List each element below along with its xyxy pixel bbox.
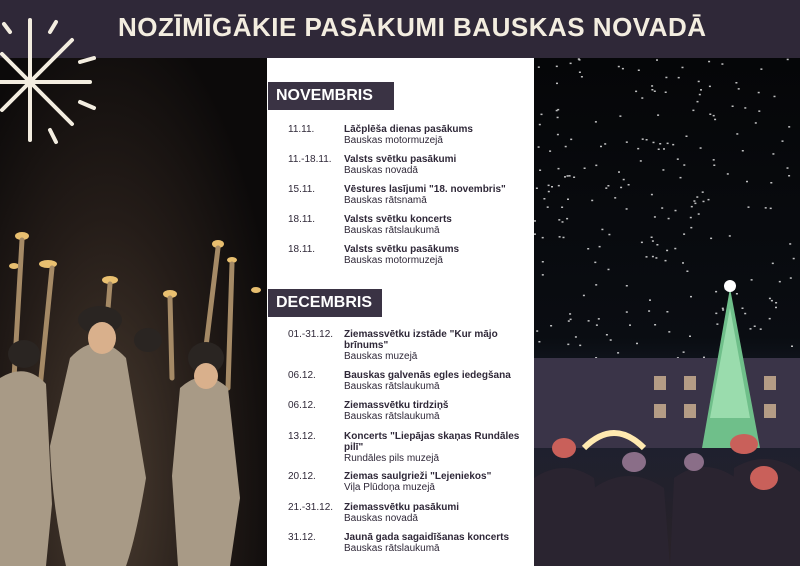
- confetti-dot: [651, 194, 653, 196]
- event-details: [344, 184, 528, 206]
- confetti-dot: [538, 341, 540, 343]
- confetti-dot: [689, 336, 691, 338]
- confetti-dot: [566, 218, 568, 220]
- confetti-dot: [536, 330, 538, 332]
- confetti-dot: [598, 318, 600, 320]
- confetti-dot: [751, 279, 753, 281]
- event-details: [344, 502, 528, 524]
- confetti-dot: [789, 243, 791, 245]
- event-date: 20.12.: [288, 471, 316, 482]
- confetti-dot: [549, 150, 551, 152]
- confetti-dot: [563, 237, 565, 239]
- confetti-dot: [686, 136, 688, 138]
- confetti-dot: [626, 285, 628, 287]
- confetti-dot: [581, 76, 583, 78]
- confetti-dot: [550, 325, 552, 327]
- confetti-dot: [640, 160, 642, 162]
- confetti-dot: [760, 68, 762, 70]
- confetti-dot: [663, 148, 665, 150]
- event-details: [344, 400, 528, 422]
- month-label-decembris: DECEMBRIS: [268, 289, 382, 317]
- event-details: [344, 124, 528, 146]
- event-date: 11.-18.11.: [288, 154, 332, 165]
- confetti-dot: [698, 213, 700, 215]
- confetti-dot: [564, 176, 566, 178]
- confetti-dot: [543, 198, 545, 200]
- confetti-dot: [742, 308, 744, 310]
- event-date: 18.11.: [288, 244, 316, 255]
- confetti-dot: [588, 320, 590, 322]
- event-details: [344, 214, 528, 236]
- confetti-dot: [618, 171, 620, 173]
- event-place: Bauskas novadā: [344, 513, 418, 524]
- confetti-dot: [758, 92, 760, 94]
- confetti-dot: [584, 168, 586, 170]
- confetti-dot: [769, 318, 771, 320]
- confetti-dot: [652, 240, 654, 242]
- confetti-dot: [702, 191, 704, 193]
- confetti-dot: [619, 115, 621, 117]
- confetti-dot: [600, 146, 602, 148]
- event-details: [344, 244, 528, 266]
- confetti-dot: [658, 149, 660, 151]
- confetti-dot: [683, 164, 685, 166]
- confetti-dot: [557, 134, 559, 136]
- confetti-dot: [654, 324, 656, 326]
- confetti-dot: [722, 309, 724, 311]
- confetti-dot: [678, 77, 680, 79]
- event-place: Bauskas rātsnamā: [344, 195, 427, 206]
- event-date: 13.12.: [288, 431, 316, 442]
- confetti-dot: [699, 94, 701, 96]
- confetti-dot: [729, 235, 731, 237]
- confetti-dot: [715, 313, 717, 315]
- confetti-dot: [697, 101, 699, 103]
- confetti-dot: [646, 256, 648, 258]
- confetti-dot: [769, 298, 771, 300]
- confetti-dot: [659, 143, 661, 145]
- event-details: [344, 532, 528, 554]
- event-date: 31.12.: [288, 532, 316, 543]
- confetti-dot: [595, 284, 597, 286]
- confetti-dot: [534, 233, 536, 235]
- confetti-dot: [738, 88, 740, 90]
- event-place: Bauskas novadā: [344, 165, 418, 176]
- confetti-dot: [608, 269, 610, 271]
- confetti-dot: [558, 219, 560, 221]
- confetti-dot: [771, 300, 773, 302]
- confetti-dot: [579, 59, 581, 61]
- confetti-dot: [675, 210, 677, 212]
- confetti-dot: [787, 59, 789, 61]
- confetti-dot: [570, 139, 572, 141]
- confetti-dot: [604, 143, 606, 145]
- confetti-dot: [595, 165, 597, 167]
- confetti-dot: [703, 201, 705, 203]
- confetti-dot: [793, 258, 795, 260]
- confetti-dot: [551, 186, 553, 188]
- event-date: 21.-31.12.: [288, 502, 334, 513]
- confetti-dot: [779, 281, 781, 283]
- event-date: 01.-31.12.: [288, 329, 334, 340]
- confetti-dot: [567, 344, 569, 346]
- confetti-dot: [772, 153, 774, 155]
- confetti-dot: [556, 110, 558, 112]
- confetti-dot: [788, 126, 790, 128]
- confetti-dot: [583, 295, 585, 297]
- confetti-dot: [648, 310, 650, 312]
- confetti-dot: [690, 296, 692, 298]
- confetti-dot: [608, 234, 610, 236]
- confetti-dot: [610, 339, 612, 341]
- confetti-dot: [653, 142, 655, 144]
- confetti-dot: [683, 233, 685, 235]
- confetti-dot: [790, 277, 792, 279]
- confetti-dot: [713, 165, 715, 167]
- confetti-dot: [727, 173, 729, 175]
- confetti-dot: [635, 91, 637, 93]
- confetti-dot: [568, 320, 570, 322]
- confetti-dot: [668, 218, 670, 220]
- confetti-dot: [774, 96, 776, 98]
- confetti-dot: [716, 323, 718, 325]
- confetti-dot: [536, 188, 538, 190]
- event-place: Viļa Plūdoņa muzejā: [344, 482, 435, 493]
- confetti-dot: [667, 143, 669, 145]
- confetti-dot: [596, 324, 598, 326]
- event-date: 06.12.: [288, 400, 316, 411]
- confetti-dot: [573, 177, 575, 179]
- confetti-dot: [541, 114, 543, 116]
- event-place: Bauskas motormuzejā: [344, 255, 443, 266]
- confetti-dot: [748, 206, 750, 208]
- event-date: 11.11.: [288, 124, 315, 135]
- confetti-dot: [714, 119, 716, 121]
- confetti-dot: [561, 207, 563, 209]
- event-details: [344, 154, 528, 176]
- confetti-dot: [620, 187, 622, 189]
- confetti-dot: [556, 66, 558, 68]
- confetti-dot: [665, 260, 667, 262]
- confetti-dot: [680, 177, 682, 179]
- confetti-dot: [715, 291, 717, 293]
- confetti-dot: [765, 207, 767, 209]
- confetti-dot: [791, 346, 793, 348]
- header-bar: [0, 0, 800, 58]
- confetti-dot: [569, 313, 571, 315]
- confetti-dot: [736, 293, 738, 295]
- confetti-dot: [626, 311, 628, 313]
- confetti-dot: [682, 262, 684, 264]
- confetti-dot: [606, 334, 608, 336]
- confetti-dot: [700, 147, 702, 149]
- confetti-dot: [557, 117, 559, 119]
- confetti-dot: [558, 185, 560, 187]
- event-details: [344, 471, 528, 493]
- confetti-dot: [686, 271, 688, 273]
- confetti-dot: [698, 81, 700, 83]
- confetti-dot: [721, 63, 723, 65]
- confetti-dot: [656, 244, 658, 246]
- confetti-dot: [760, 328, 762, 330]
- confetti-dot: [758, 110, 760, 112]
- confetti-dot: [708, 61, 710, 63]
- christmas-tree-square-photo: [534, 58, 800, 566]
- event-details: [344, 329, 528, 362]
- confetti-dot: [565, 146, 567, 148]
- confetti-dot: [782, 140, 784, 142]
- confetti-dot: [617, 352, 619, 354]
- confetti-dot: [567, 175, 569, 177]
- confetti-dot: [654, 216, 656, 218]
- confetti-dot: [665, 92, 667, 94]
- confetti-dot: [629, 324, 631, 326]
- event-title: Ziemassvētku pasākumi: [344, 502, 460, 513]
- confetti-dot: [626, 141, 628, 143]
- confetti-dot: [656, 59, 658, 61]
- confetti-dot: [770, 182, 772, 184]
- confetti-dot: [713, 159, 715, 161]
- confetti-dot: [672, 144, 674, 146]
- confetti-dot: [567, 199, 569, 201]
- confetti-dot: [736, 133, 738, 135]
- event-details: [344, 370, 528, 392]
- confetti-dot: [709, 114, 711, 116]
- confetti-dot: [693, 200, 695, 202]
- confetti-dot: [547, 206, 549, 208]
- confetti-dot: [570, 319, 572, 321]
- event-title: Lāčplēša dienas pasākums: [344, 124, 473, 135]
- confetti-dot: [742, 150, 744, 152]
- confetti-dot: [651, 85, 653, 87]
- confetti-dot: [569, 175, 571, 177]
- confetti-dot: [646, 139, 648, 141]
- confetti-dot: [674, 248, 676, 250]
- confetti-dot: [626, 208, 628, 210]
- confetti-dot: [595, 121, 597, 123]
- confetti-dot: [628, 184, 630, 186]
- confetti-dot: [652, 256, 654, 257]
- confetti-dot: [601, 229, 603, 231]
- confetti-dot: [534, 220, 536, 222]
- confetti-dot: [622, 68, 624, 70]
- confetti-dot: [594, 262, 596, 264]
- confetti-dot: [548, 191, 550, 193]
- month-label-novembris: NOVEMBRIS: [268, 82, 394, 110]
- confetti-dot: [755, 122, 757, 124]
- confetti-dot: [666, 250, 668, 252]
- confetti-dot: [599, 246, 601, 248]
- event-title: Koncerts "Liepājas skaņas Rundāles pilī": [344, 431, 520, 453]
- confetti-dot: [722, 308, 724, 310]
- confetti-dot: [666, 311, 668, 313]
- confetti-dot: [788, 175, 790, 177]
- confetti-dot: [709, 86, 711, 88]
- event-title: Jaunā gada sagaidīšanas koncerts: [344, 532, 510, 543]
- confetti-dot: [623, 179, 625, 181]
- confetti-dot: [772, 263, 774, 265]
- confetti-dot: [614, 197, 616, 199]
- confetti-dot: [775, 302, 777, 304]
- confetti-dot: [649, 299, 651, 301]
- christmas-square-illustration: [534, 58, 800, 566]
- confetti-dot: [655, 257, 657, 259]
- confetti-dot: [691, 206, 693, 208]
- confetti-dot: [641, 242, 643, 244]
- confetti-dot: [708, 199, 710, 201]
- event-details: [344, 431, 528, 464]
- event-title: Valsts svētku koncerts: [344, 214, 452, 225]
- confetti-dot: [683, 351, 685, 353]
- confetti-dot: [754, 326, 756, 328]
- confetti-dot: [637, 148, 639, 150]
- confetti-dot: [605, 187, 607, 189]
- event-place: Bauskas rātslaukumā: [344, 543, 440, 554]
- confetti-dot: [694, 203, 696, 205]
- confetti-dot: [732, 106, 734, 108]
- confetti-dot: [570, 63, 572, 65]
- confetti-dot: [703, 357, 705, 359]
- confetti-dot: [662, 169, 664, 171]
- confetti-dot: [682, 67, 684, 69]
- confetti-dot: [538, 66, 540, 68]
- page-title: NOZĪMĪGĀKIE PASĀKUMI BAUSKAS NOVADĀ: [118, 12, 707, 42]
- event-title: Vēstures lasījumi "18. novembris": [344, 184, 506, 195]
- confetti-dot: [750, 328, 752, 330]
- confetti-dot: [661, 207, 663, 209]
- confetti-dot: [548, 185, 550, 187]
- confetti-dot: [539, 124, 541, 126]
- confetti-dot: [710, 238, 712, 240]
- confetti-dot: [735, 82, 737, 84]
- confetti-dot: [618, 66, 620, 68]
- confetti-dot: [744, 107, 746, 109]
- confetti-dot: [579, 345, 581, 347]
- event-title: Ziemas saulgrieži "Lejeniekos": [344, 471, 492, 482]
- event-date: 06.12.: [288, 370, 316, 381]
- confetti-dot: [539, 170, 541, 172]
- confetti-dot: [744, 313, 746, 315]
- confetti-dot: [559, 236, 561, 238]
- event-title: Ziemassvētku tirdziņš: [344, 400, 449, 411]
- confetti-dot: [542, 261, 544, 263]
- confetti-dot: [690, 227, 692, 229]
- confetti-dot: [700, 89, 702, 91]
- confetti-dot: [587, 248, 589, 250]
- confetti-dot: [542, 237, 544, 239]
- confetti-dot: [579, 72, 581, 74]
- event-place: Bauskas rātslaukumā: [344, 411, 440, 422]
- event-place: Bauskas motormuzejā: [344, 135, 443, 146]
- confetti-dot: [775, 307, 777, 309]
- confetti-dot: [713, 115, 715, 117]
- confetti-dot: [558, 168, 560, 170]
- confetti-dot: [668, 331, 670, 333]
- event-place: Bauskas rātslaukumā: [344, 381, 440, 392]
- confetti-dot: [677, 158, 679, 160]
- confetti-dot: [636, 343, 638, 345]
- confetti-dot: [556, 83, 558, 85]
- confetti-dot: [657, 114, 659, 116]
- confetti-dot: [538, 146, 540, 148]
- confetti-dot: [654, 91, 656, 93]
- confetti-dot: [692, 110, 694, 112]
- event-title: Ziemassvētku izstāde "Kur mājo brīnums": [344, 329, 498, 351]
- light-burst-icon: [0, 0, 100, 150]
- confetti-dot: [641, 97, 643, 99]
- confetti-dot: [651, 237, 653, 239]
- confetti-dot: [665, 77, 667, 79]
- confetti-dot: [696, 196, 698, 198]
- confetti-dot: [607, 185, 609, 187]
- event-title: Bauskas galvenās egles iedegšana: [344, 370, 511, 381]
- event-date: 18.11.: [288, 214, 316, 225]
- confetti-dot: [746, 181, 748, 183]
- confetti-dot: [575, 336, 577, 338]
- confetti-dot: [690, 217, 692, 219]
- confetti-dot: [542, 274, 544, 276]
- confetti-dot: [638, 70, 640, 72]
- confetti-dot: [562, 221, 564, 223]
- confetti-dot: [770, 208, 772, 210]
- event-place: Rundāles pils muzejā: [344, 453, 440, 464]
- confetti-dot: [651, 89, 653, 91]
- event-title: Valsts svētku pasākumi: [344, 154, 457, 165]
- confetti-dot: [642, 138, 644, 140]
- event-date: 15.11.: [288, 184, 316, 195]
- event-title: Valsts svētku pasākums: [344, 244, 460, 255]
- event-place: Bauskas rātslaukumā: [344, 225, 440, 236]
- confetti-dot: [787, 167, 789, 169]
- event-place: Bauskas muzejā: [344, 351, 418, 362]
- confetti-dot: [591, 200, 593, 202]
